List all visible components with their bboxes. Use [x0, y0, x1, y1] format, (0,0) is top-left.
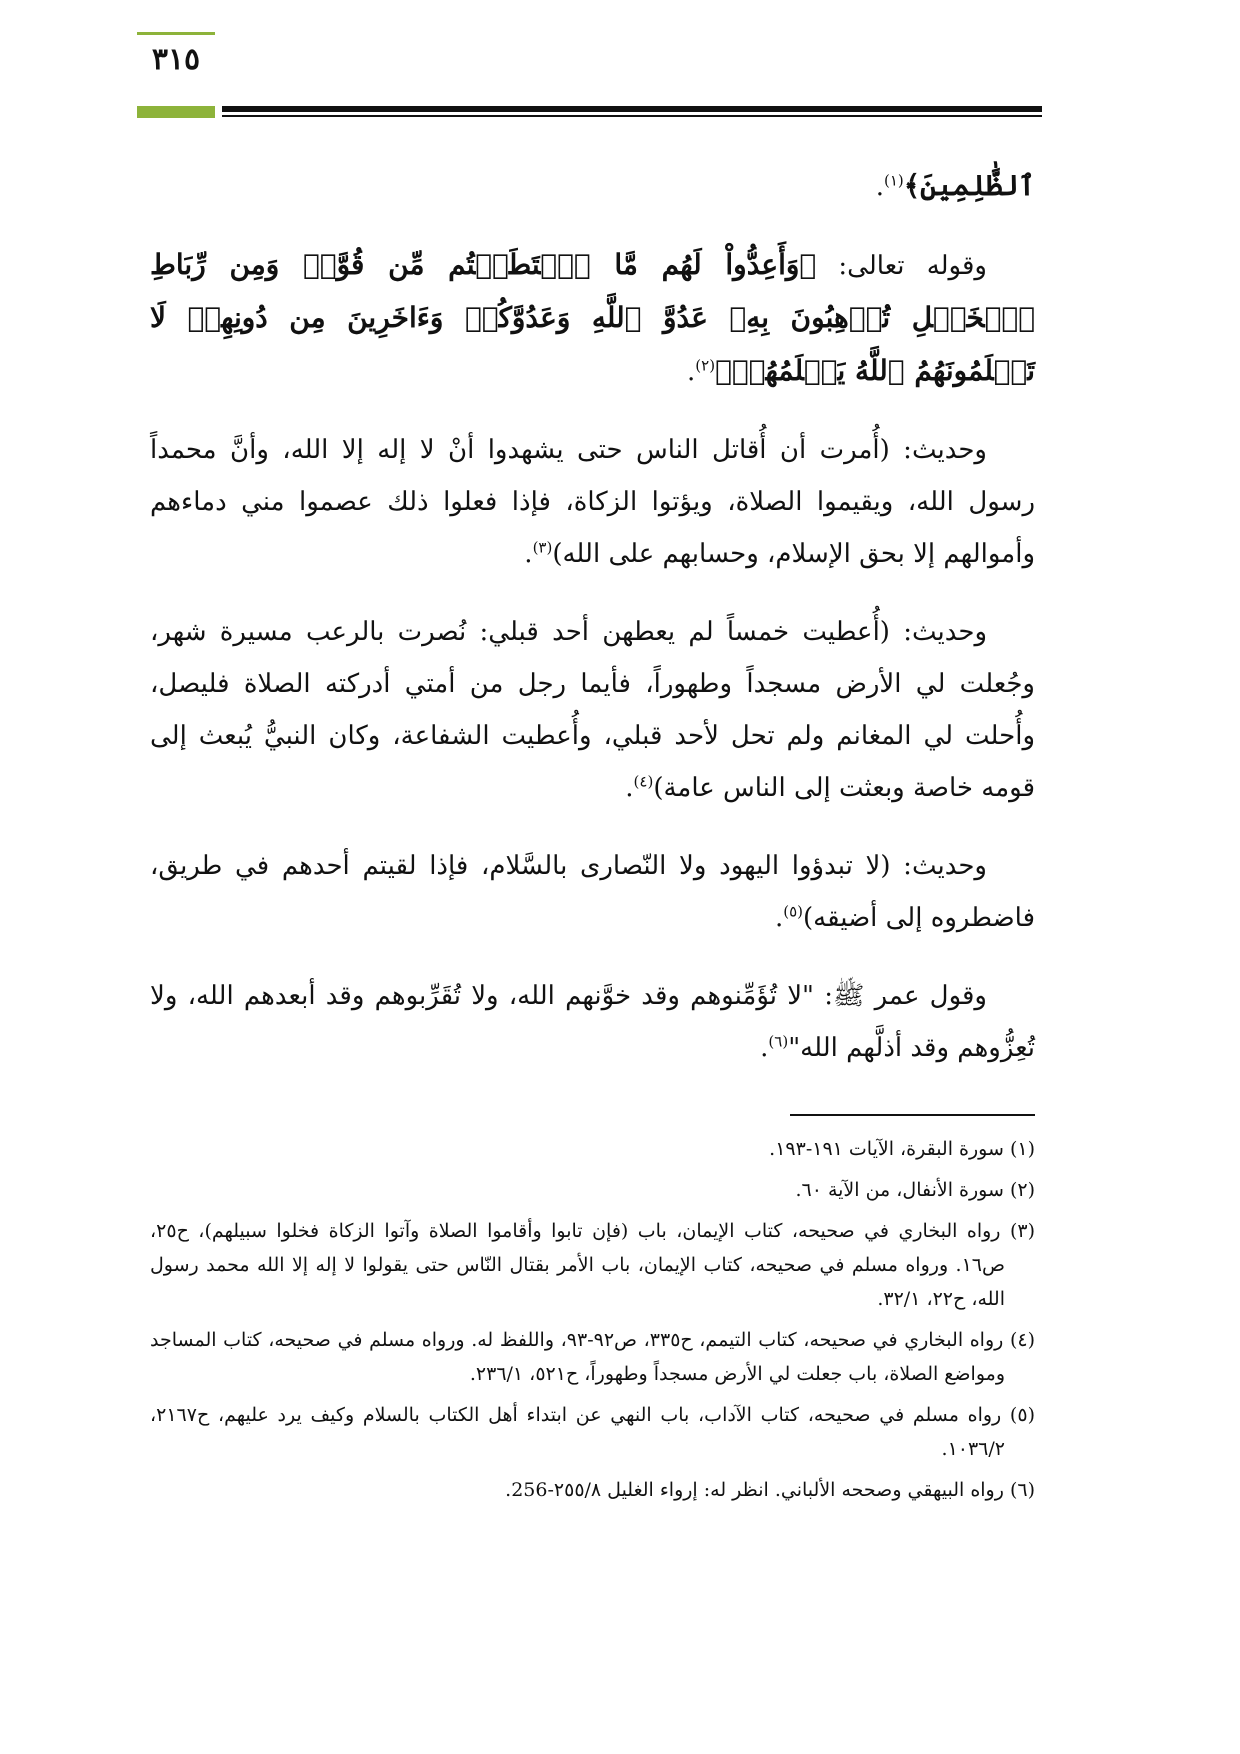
paragraph-intro: وقوله تعالى:: [816, 251, 987, 281]
header-accent-line: [137, 32, 215, 35]
main-text: [150, 160, 1035, 1100]
footnote-5: (٥) رواه مسلم في صحيحه، كتاب الآداب، باب النهي عن ابتداء أهل الكتاب بالسلام وكيف يرد عليهم، ح٢١٦٧، ١٠٣٦/٢.: [150, 1404, 1035, 1460]
footnote-ref-6[interactable]: (٦): [768, 1032, 789, 1051]
header-rule-thick: [222, 106, 1042, 112]
period: .: [760, 1033, 769, 1063]
footnote-3: (٣) رواه البخاري في صحيحه، كتاب الإيمان، باب (فإن تابوا وأقاموا الصلاة وآتوا الزكاة فخلوا سبيلهم)، ح٢٥، ص١٦. ورواه مسلم في صحيحه، كتاب الإيمان، باب الأمر بقتال النّاس حتى يقولوا لا إله إلا الله محمد رسول الله، ح٢٢، ٣٢/١.: [150, 1220, 1035, 1310]
footnote-ref-3[interactable]: (٣): [532, 538, 553, 557]
footnote-4: (٤) رواه البخاري في صحيحه، كتاب التيمم، ح٣٣٥، ص٩٢-٩٣، واللفظ له. ورواه مسلم في صحيحه، كتاب المساجد ومواضع الصلاة، باب جعلت لي الأرض مسجداً وطهوراً، ح٥٢١، ٢٣٦/١.: [150, 1329, 1035, 1385]
footnote-separator: [790, 1114, 1035, 1116]
paragraph-4: [150, 606, 1035, 814]
hadith-text: وحديث: (أُمرت أن أُقاتل الناس حتى يشهدوا أنْ لا إله إلا الله، وأنَّ محمداً رسول الله، ويقيموا الصلاة، ويؤتوا الزكاة، فإذا فعلوا ذلك عصموا مني دماءهم وأموالهم إلا بحق الإسلام، وحسابهم على الله): [150, 435, 1035, 569]
period: .: [625, 773, 634, 803]
footnote-6: (٦) رواه البيهقي وصححه الألباني. انظر له: إرواء الغليل ٢٥٥/٨-256.: [505, 1479, 1035, 1501]
footnote-ref-2[interactable]: (٢): [695, 356, 716, 375]
period: .: [774, 903, 784, 933]
hadith-text: وحديث: (أُعطيت خمساً لم يعطهن أحد قبلي: نُصرت بالرعب مسيرة شهر، وجُعلت لي الأرض مسجداً وطهوراً، فأيما رجل من أمتي أدركته الصلاة فليصل، وأُحلت لي المغانم ولم تحل لأحد قبلي، وأُعطيت الشفاعة، وكان النبيُّ يُبعث إلى قومه خاصة وبعثت إلى الناس عامة): [150, 617, 1035, 803]
header-rule-thin: [222, 115, 1042, 117]
paragraph-6: [150, 970, 1035, 1074]
paragraph-5: [150, 840, 1035, 944]
quran-verse: ﴿وَأَعِدُّواْ لَهُم مَّا ٱسۡتَطَعۡتُم مِّن قُوَّةٖ وَمِن رِّبَاطِ ٱلۡخَيۡلِ تُرۡهِبُونَ بِهِۦ عَدُوَّ ٱللَّهِ وَعَدُوَّكُمۡ وَءَاخَرِينَ مِن دُونِهِمۡ لَا تَعۡلَمُونَهُمُ ٱللَّهُ يَعۡلَمُهُمۡ﴾: [150, 248, 1035, 387]
footnote-ref-1[interactable]: (١): [883, 171, 904, 190]
period: .: [875, 172, 884, 202]
footnote-2: (٢) سورة الأنفال، من الآية ٦٠.: [795, 1179, 1035, 1201]
paragraph-2: [150, 239, 1035, 398]
paragraph-1: [150, 160, 1035, 213]
footnotes: [150, 1132, 1035, 1514]
period: .: [524, 539, 533, 569]
quran-verse-end: ٱلظَّٰلِمِينَ﴾: [903, 169, 1035, 202]
header-green-bar: [137, 106, 215, 118]
footnote-ref-5[interactable]: (٥): [783, 902, 803, 921]
paragraph-3: [150, 424, 1035, 580]
hadith-text: وحديث: (لا تبدؤوا اليهود ولا النّصارى بالسَّلام، فإذا لقيتم أحدهم في طريق، فاضطروه إلى أضيقه): [150, 851, 1035, 933]
footnote-ref-4[interactable]: (٤): [633, 772, 654, 791]
footnote-1: (١) سورة البقرة، الآيات ١٩١-١٩٣.: [769, 1138, 1035, 1160]
quote-text: وقول عمر ﷺ: "لا تُؤَمِّنوهم وقد خوَّنهم الله، ولا تُقَرِّبوهم وقد أبعدهم الله، ولا تُعِزُّوهم وقد أذلَّهم الله": [150, 981, 1035, 1063]
period: .: [687, 357, 696, 387]
page-number: ٣١٥: [151, 42, 201, 77]
